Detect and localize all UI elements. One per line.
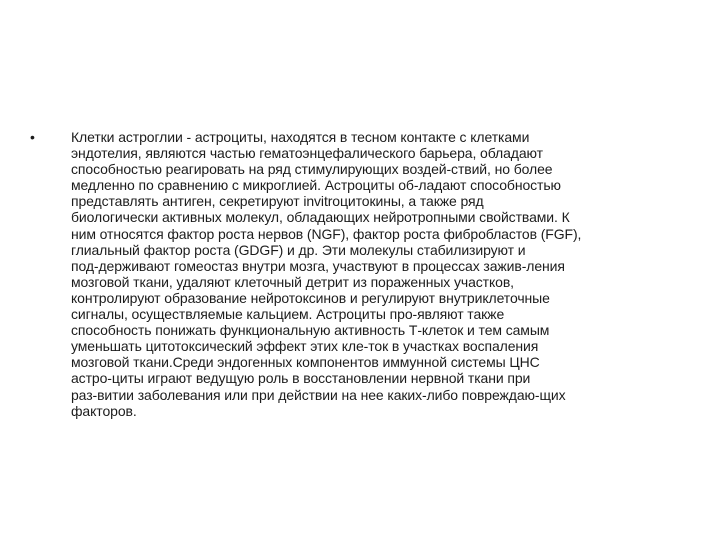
paragraph-line: Клетки астроглии - астроциты, находятся в тесном контакте с клетками — [71, 129, 530, 145]
bullet-paragraph — [71, 129, 683, 419]
paragraph-line: эндотелия, являются частью гематоэнцефалического барьера, обладают — [71, 145, 543, 162]
paragraph-line: способность понижать функциональную активность Т-клеток и тем самым — [71, 322, 550, 339]
paragraph-line: способностью реагировать на ряд стимулирующих воздей-ствий, но более — [71, 161, 553, 178]
paragraph-line: раз-витии заболевания или при действии на нее каких-либо повреждаю-щих — [71, 386, 566, 403]
paragraph-line: уменьшать цитотоксический эффект этих кле-ток в участках воспаления — [71, 338, 539, 355]
paragraph-line: факторов. — [71, 402, 137, 419]
paragraph-line: контролируют образование нейротоксинов и регулируют внутриклеточные — [71, 289, 550, 306]
paragraph-line: глиальный фактор роста (GDGF) и др. Эти молекулы стабилизируют и — [71, 241, 526, 258]
paragraph-line: медленно по сравнению с микроглией. Астроциты об-ладают способностью — [71, 177, 561, 194]
paragraph-line: мозговой ткани.Среди эндогенных компонентов иммунной системы ЦНС — [71, 354, 540, 371]
paragraph-line: астро-циты играют ведущую роль в восстановлении нервной ткани при — [71, 370, 531, 387]
paragraph-line: биологически активных молекул, обладающих нейротропными свойствами. К — [71, 209, 570, 226]
paragraph-line: сигналы, осуществляемые кальцием. Астроциты про-являют также — [71, 306, 505, 323]
paragraph-line: ним относятся фактор роста нервов (NGF), фактор роста фибробластов (FGF), — [71, 225, 582, 242]
paragraph-line: представлять антиген, секретируют invitroцитокины, а также ряд — [71, 193, 484, 210]
paragraph-line: мозговой ткани, удаляют клеточный детрит из пораженных участков, — [71, 273, 514, 290]
bullet-icon: • — [30, 129, 35, 145]
paragraph-line: под-держивают гомеостаз внутри мозга, участвуют в процессах зажив-ления — [71, 257, 565, 274]
